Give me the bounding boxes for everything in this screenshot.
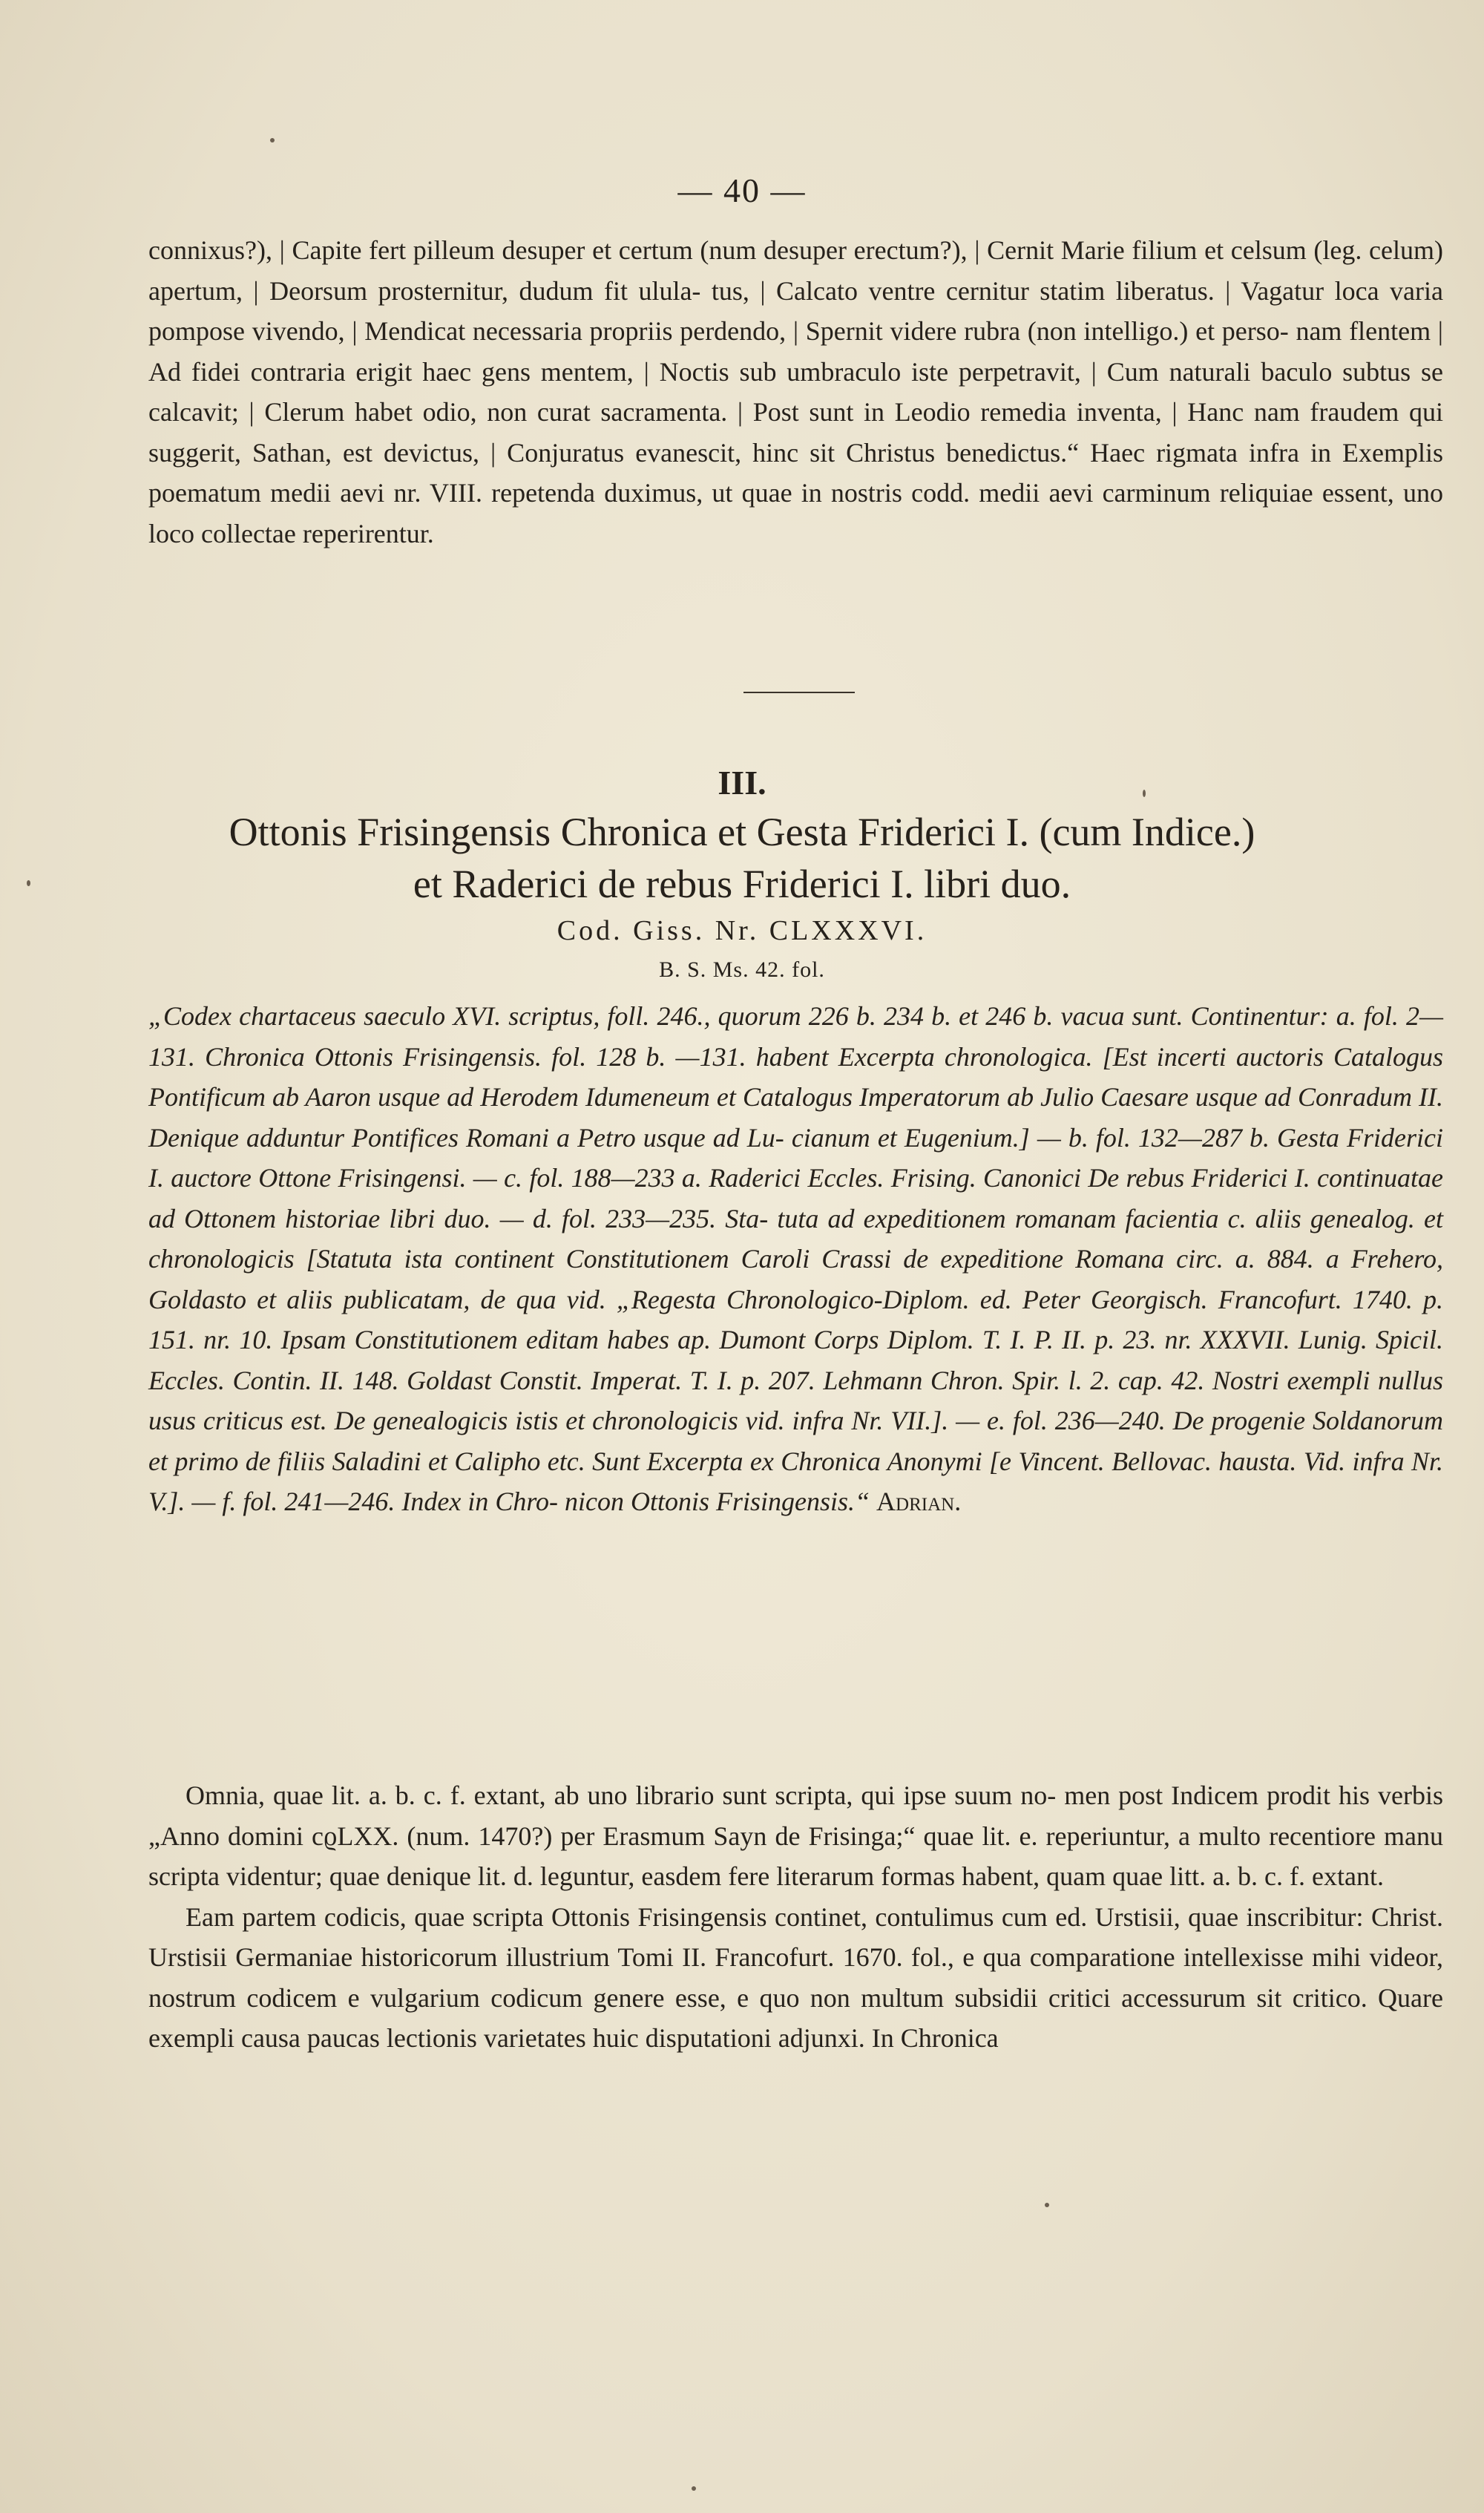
- paper-speck: [270, 138, 275, 142]
- section-divider: [743, 692, 855, 693]
- description-signature: Adrian.: [876, 1487, 962, 1516]
- codex-description: [148, 996, 1443, 1522]
- section-title-line1: Ottonis Frisingensis Chronica et Gesta Friderici I. (cum Indice.): [229, 810, 1255, 854]
- section-number: III.: [718, 764, 766, 802]
- paper-speck: [1045, 2203, 1049, 2207]
- section-title-line2: et Raderici de rebus Friderici I. libri duo.: [413, 862, 1071, 906]
- paper-speck: [1143, 790, 1146, 797]
- paragraph-1: Omnia, quae lit. a. b. c. f. extant, ab uno librario sunt scripta, qui ipse suum no- men post Indicem prodit his verbis „Anno domini cϱLXX. (num. 1470?) per Erasmum Sayn de Frisinga;“ quae lit. e. reperiuntur, a multo recentiore manu scripta videntur; quae denique lit. d. leguntur, easdem fere literarum formas habent, quam quae litt. a. b. c. f. extant.: [148, 1780, 1443, 1891]
- continuation-text: connixus?), | Capite fert pilleum desuper et certum (num desuper erectum?), | Cernit Marie filium et celsum (leg. celum) apertum, | Deorsum prosternitur, dudum fit ulula- tus, | Calcato ventre cernitur statim liberatus. | Vagatur loca varia pompose vivendo, | Mendicat necessaria propriis perdendo, | Spernit videre rubra (non intelligo.) et perso- nam flentem | Ad fidei contraria erigit haec gens mentem, | Noctis sub umbraculo iste perpetravit, | Cum naturali baculo subtus se calcavit; | Clerum habet odio, non curat sacramenta. | Post sunt in Leodio remedia inventa, | Hanc nam fraudem qui suggerit, Sathan, est devictus, | Conjuratus evanescit, hinc sit Christus benedictus.“ Haec rigmata infra in Exemplis poematum medii aevi nr. VIII. repetenda duximus, ut quae in nostris codd. medii aevi carminum reliquiae essent, uno loco collectae reperirentur.: [148, 235, 1443, 548]
- page-number: — 40 —: [677, 171, 807, 209]
- codex-designation: Cod. Giss. Nr. CLXXXVI.: [556, 915, 928, 946]
- paper-speck: [692, 2486, 696, 2491]
- shelfmark: B. S. Ms. 42. fol.: [659, 957, 825, 982]
- paragraph-2: Eam partem codicis, quae scripta Ottonis Frisingensis continet, contulimus cum ed. Urstisii, quae inscribitur: Christ. Urstisii Germaniae historicorum illustrium Tomi II. Francofurt. 1670. fol., e qua comparatione intellexisse mihi videor, nostrum codicem e vulgarium codicum genere esse, e quo non multum subsidii critici accessurum sit critico. Quare exempli causa paucas lectionis varietates huic disputationi adjunxi. In Chronica: [148, 1901, 1443, 2053]
- paper-speck: [27, 880, 30, 886]
- body-paragraphs: [148, 1775, 1443, 2059]
- codex-description-text: „Codex chartaceus saeculo XVI. scriptus, foll. 246., quorum 226 b. 234 b. et 246 b. vacua sunt. Continentur: a. fol. 2—131. Chronica Ottonis Frisingensis. fol. 128 b. —131. habent Excerpta chronologica. [Est incerti auctoris Catalogus Pontificum ab Aaron usque ad Herodem Idumeneum et Catalogus Imperatorum ab Julio Caesare usque ad Conradum II. Denique adduntur Pontifices Romani a Petro usque ad Lu- cianum et Eugenium.] — b. fol. 132—287 b. Gesta Friderici I. auctore Ottone Frisingensi. — c. fol. 188—233 a. Raderici Eccles. Frising. Canonici De rebus Friderici I. continuatae ad Ottonem historiae libri duo. — d. fol. 233—235. Sta- tuta ad expeditionem romanam facientia c. aliis genealog. et chronologicis [Statuta ista continent Constitutionem Caroli Crassi de expeditione Romana circ. a. 884. a Frehero, Goldasto et aliis publicatam, de qua vid. „Regesta Chronologico-Diplom. ed. Peter Georgisch. Francofurt. 1740. p. 151. nr. 10. Ipsam Constitutionem editam habes ap. Dumont Corps Diplom. T. I. P. II. p. 23. nr. XXXVII. Lunig. Spicil. Eccles. Contin. II. 148. Goldast Constit. Imperat. T. I. p. 207. Lehmann Chron. Spir. l. 2. cap. 42. Nostri exempli nullus usus criticus est. De genealogicis istis et chronologicis vid. infra Nr. VII.]. — e. fol. 236—240. De progenie Soldanorum et primo de filiis Saladini et Calipho etc. Sunt Excerpta ex Chronica Anonymi [e Vincent. Bellovac. hausta. Vid. infra Nr. V.]. — f. fol. 241—246. Index in Chro- nicon Ottonis Frisingensis.“: [148, 1001, 1443, 1516]
